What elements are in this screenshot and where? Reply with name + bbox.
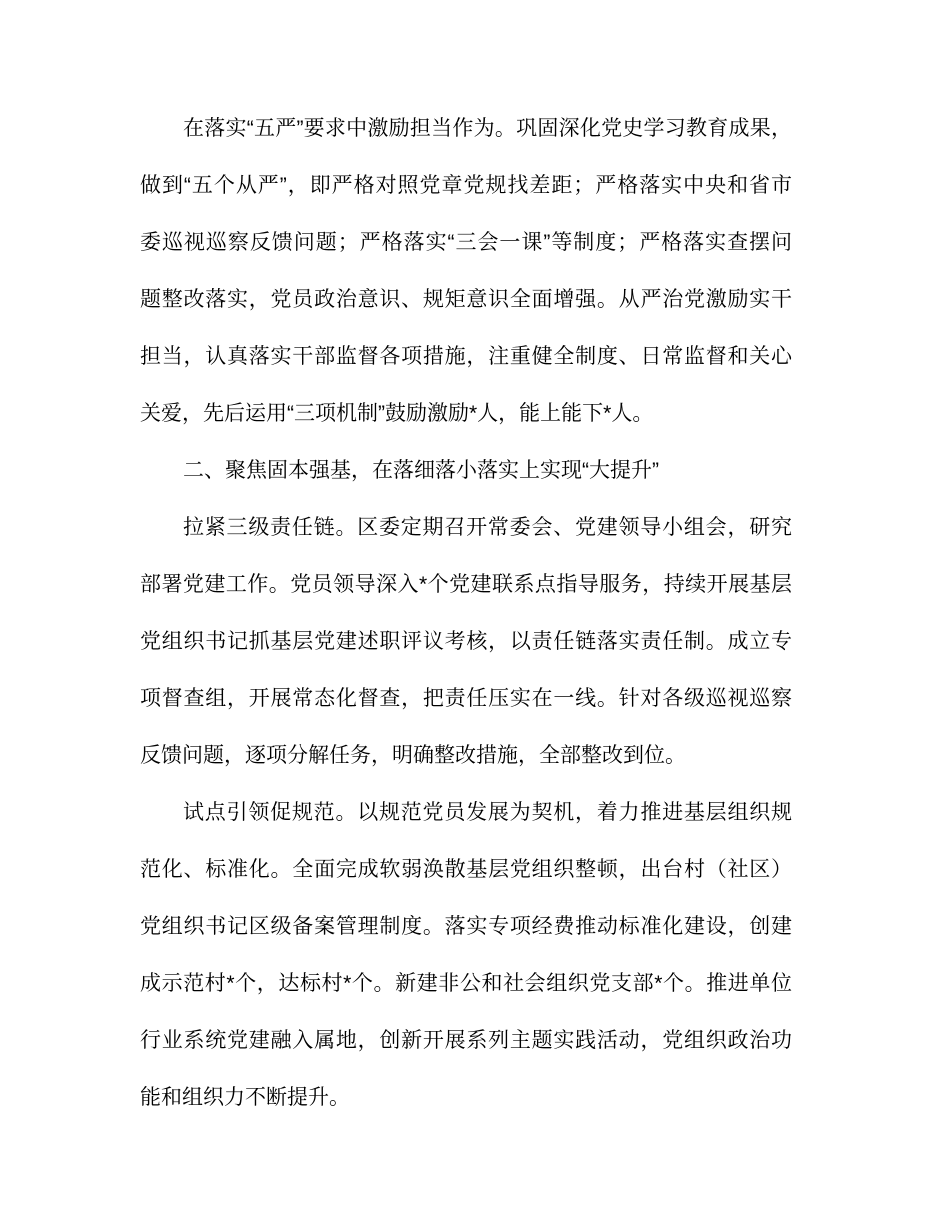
text-line: 关爱，先后运用“三项机制”鼓励激励*人，能上能下*人。 [140,402,654,425]
paragraph-2 [140,499,792,784]
paragraph-1 [140,100,792,442]
text-line: 做到“五个从严”，即严格对照党章党规找差距；严格落实中央和省市 [140,174,792,197]
paragraph-3 [140,784,792,1126]
text-line: 担当，认真落实干部监督各项措施，注重健全制度、日常监督和关心 [140,345,792,368]
text-line: 反馈问题，逐项分解任务，明确整改措施，全部整改到位。 [140,744,686,767]
text-line: 成示范村*个，达标村*个。新建非公和社会组织党支部*个。推进单位 [140,972,792,995]
text-line: 部署党建工作。党员领导深入*个党建联系点指导服务，持续开展基层 [140,573,792,596]
text-line: 项督查组，开展常态化督查，把责任压实在一线。针对各级巡视巡察 [140,687,792,710]
text-line: 试点引领促规范。以规范党员发展为契机，着力推进基层组织规 [183,801,792,824]
text-line: 题整改落实，党员政治意识、规矩意识全面增强。从严治党激励实干 [140,288,792,311]
section-heading-line: 二、聚焦固本强基，在落细落小落实上实现“大提升” [183,459,659,482]
text-line: 能和组织力不断提升。 [140,1086,350,1109]
text-line: 党组织书记抓基层党建述职评议考核，以责任链落实责任制。成立专 [140,630,792,653]
text-line: 在落实“五严”要求中激励担当作为。巩固深化党史学习教育成果， [183,117,792,140]
text-line: 委巡视巡察反馈问题；严格落实“三会一课”等制度；严格落实查摆问 [140,231,792,254]
text-line: 行业系统党建融入属地，创新开展系列主题实践活动，党组织政治功 [140,1029,792,1052]
text-line: 范化、标准化。全面完成软弱涣散基层党组织整顿，出台村（社区） [140,858,792,881]
text-line: 党组织书记区级备案管理制度。落实专项经费推动标准化建设，创建 [140,915,792,938]
section-heading [140,442,792,499]
text-line: 拉紧三级责任链。区委定期召开常委会、党建领导小组会，研究 [183,516,792,539]
document-text-block [140,100,792,1126]
